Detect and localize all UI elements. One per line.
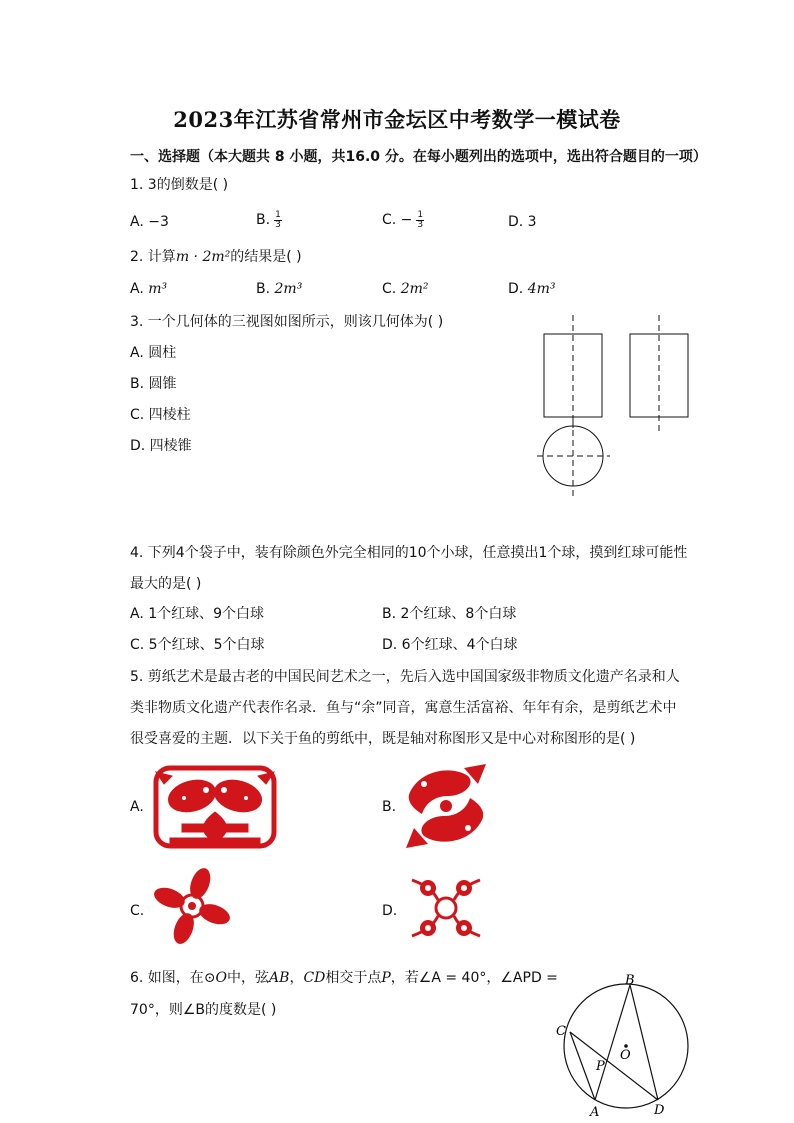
q2-option-d: D. 4m³ [508,281,556,297]
q1-option-d: D. 3 [508,214,537,230]
q2-stem: 2. 计算m · 2m²的结果是( ) [130,249,302,265]
label-b: B [625,973,635,988]
chord-ab [595,985,630,1100]
q5-option-a-label: A. [130,799,144,815]
q4-option-b: B. 2个红球、8个白球 [382,606,517,622]
q5-stem-line3: 很受喜爱的主题．以下关于鱼的剪纸中，既是轴对称图形又是中心对称图形的是( ) [130,731,636,747]
label-a: A [590,1105,600,1120]
q6-stem-line2: 70°，则∠B的度数是( ) [130,1002,277,1018]
q4-option-c: C. 5个红球、5个白球 [130,637,265,653]
label-d: D [654,1103,665,1118]
q3-option-a: A. 圆柱 [130,345,177,361]
q5-option-b-label: B. [382,799,397,815]
papercut-fish-d-image [404,866,488,950]
q5-stem-line1: 5. 剪纸艺术是最古老的中国民间艺术之一，先后入选中国国家级非物质文化遗产名录和人 [130,669,680,685]
q4-option-a: A. 1个红球、9个白球 [130,606,265,622]
q2-option-b: B. 2m³ [256,281,303,297]
label-p: P [596,1059,605,1074]
q3-stem: 3. 一个几何体的三视图如图所示，则该几何体为( ) [130,314,444,330]
q6-circle-diagram [548,966,698,1123]
label-c: C [556,1024,566,1039]
q1-option-c: C. − $\frac{1}{3}$ [382,209,424,230]
papercut-fish-a-image [152,762,278,850]
paper-title: 2023年江苏省常州市金坛区中考数学一模试卷 [173,107,621,132]
q6-stem-line1: 6. 如图，在⊙O中，弦AB，CD相交于点P，若∠A = 40°，∠APD = [130,970,558,986]
q5-stem-line2: 类非物质文化遗产代表作名录．鱼与“余”同音，寓意生活富裕、年年有余，是剪纸艺术中 [130,700,677,716]
q1-option-a: A. −3 [130,214,169,230]
q4-option-d: D. 6个红球、4个白球 [382,637,518,653]
q5-option-d-label: D. [382,903,398,919]
segment-bd [630,985,658,1100]
q2-option-a: A. m³ [130,281,168,297]
three-view-diagram [530,310,700,500]
q2-option-c: C. 2m² [382,281,429,297]
q4-stem-line1: 4. 下列4个袋子中，装有除颜色外完全相同的10个小球，任意摸出1个球，摸到红球可能性 [130,545,688,561]
q3-option-d: D. 四棱锥 [130,438,192,454]
q1-option-b: B. $\frac{1}{3}$ [256,209,281,230]
q1-option-b-fraction: $\frac{1}{3}$ [275,209,281,230]
papercut-fish-c-image [152,866,232,946]
q1-option-c-fraction: $\frac{1}{3}$ [417,209,424,230]
q4-stem-line2: 最大的是( ) [130,576,202,592]
section-header: 一、选择题（本大题共 8 小题，共16.0 分。在每小题列出的选项中，选出符合题目的一项） [130,149,707,165]
chord-cd [570,1032,658,1100]
papercut-fish-b-image [402,762,490,850]
q1-stem: 1. 3的倒数是( ) [130,177,229,193]
q3-option-b: B. 圆锥 [130,376,177,392]
q5-option-c-label: C. [130,903,145,919]
label-o: O [620,1048,631,1063]
q3-option-c: C. 四棱柱 [130,407,191,423]
